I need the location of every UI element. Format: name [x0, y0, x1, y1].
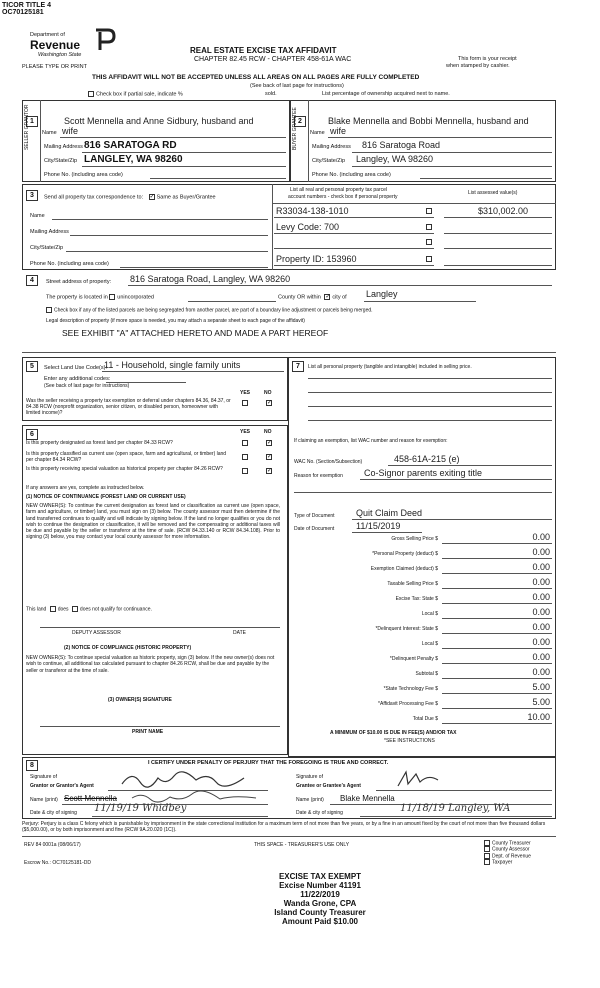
- exempt-stamp-line2: Excise Number 41191: [279, 881, 361, 890]
- copy-checkbox[interactable]: [484, 846, 490, 852]
- buyer-side-label: BUYER GRANTEE: [292, 107, 298, 150]
- s6-q3-no[interactable]: ✓: [267, 468, 273, 474]
- tax-correspondence-row: [44, 194, 216, 200]
- s6-if-yes: If any answers are yes, complete as instructed below.: [26, 485, 145, 491]
- calc-label: Taxable Selling Price $: [387, 581, 438, 587]
- calc-label: *Personal Property (deduct) $: [372, 551, 438, 557]
- calc-label: Total Due $: [412, 716, 438, 722]
- personal-property-checkbox-4[interactable]: [426, 256, 432, 262]
- s5-no-header: NO: [264, 390, 272, 396]
- calc-label: Gross Selling Price $: [391, 536, 438, 542]
- seller-address-label: Mailing Address: [44, 144, 83, 150]
- s6-yes-header: YES: [240, 429, 251, 435]
- parcel-header-2: account numbers - check box if personal property: [288, 194, 398, 200]
- grantor-sig-label: Signature of: [30, 774, 57, 780]
- perjury-statement: Perjury: Perjury is a class C felony which is punishable by imprisonment in the state correctional institution for a maximum term of not more than five years, or by a fine in an amount fixed by the court of not more than five thousand dollars ($5,000.00), or by both imprisonment and fine (RCW 9A.20.020 (1C)).: [22, 821, 546, 833]
- exemption-reason[interactable]: Co-Signor parents exiting title: [364, 468, 483, 478]
- deputy-date-label: DATE: [233, 630, 246, 636]
- grantee-date-city[interactable]: 11/18/19 Langley, WA: [400, 803, 511, 814]
- grantee-agent-label: Grantee or Grantee's Agent: [296, 783, 361, 789]
- copy-item: [484, 846, 531, 852]
- parcel-header-1: List all real and personal property tax parcel: [290, 187, 387, 193]
- calc-value[interactable]: 0.00: [532, 622, 550, 632]
- s6-q3: Is this property receiving special valuation as historical property per chapter 84.26 RCW?: [26, 466, 223, 472]
- s6-no-header: NO: [264, 429, 272, 435]
- section-7-number: 7: [292, 361, 304, 372]
- ticor-stamp: [2, 2, 51, 16]
- doc-type-label: Type of Document: [294, 513, 335, 519]
- partial-sale-label: Check box if partial sale, indicate %: [96, 91, 183, 98]
- document-type[interactable]: Quit Claim Deed: [356, 508, 423, 518]
- calc-label: Subtotal $: [415, 671, 438, 677]
- same-as-buyer-checkbox[interactable]: ✓: [149, 194, 155, 200]
- partial-sale-row: [88, 91, 183, 97]
- doc-date-label: Date of Document: [294, 526, 335, 532]
- logo-state: Washington State: [38, 52, 82, 58]
- legal-description[interactable]: SEE EXHIBIT "A" ATTACHED HERETO AND MADE A PART HEREOF: [62, 328, 329, 338]
- grantor-name-label: Name (print): [30, 797, 58, 803]
- property-id[interactable]: Property ID: 153960: [276, 254, 357, 264]
- copy-label: County Assessor: [492, 846, 530, 853]
- does-label: does: [57, 606, 69, 613]
- land-use-code[interactable]: 11 - Household, single family units: [104, 360, 241, 370]
- receipt-note-1: This form is your receipt: [458, 56, 517, 62]
- property-street[interactable]: 816 Saratoga Road, Langley, WA 98260: [130, 274, 291, 284]
- exempt-stamp-line1: EXCISE TAX EXEMPT: [278, 872, 362, 881]
- seller-address[interactable]: 816 SARATOGA RD: [84, 140, 177, 151]
- street-label: Street address of property:: [46, 279, 112, 285]
- wac-number[interactable]: 458-61A-215 (e): [394, 454, 460, 464]
- s5-see-back: (See back of last page for instructions): [44, 383, 130, 389]
- calc-label: Local $: [421, 641, 438, 647]
- copy-distribution: [484, 840, 531, 865]
- seller-city[interactable]: LANGLEY, WA 98260: [84, 154, 183, 165]
- owner-signature-label: (3) OWNER(S) SIGNATURE: [108, 697, 172, 703]
- ownership-note: List percentage of ownership acquired next to name.: [322, 91, 450, 97]
- seller-side-label: SELLER GRANTOR: [24, 104, 30, 150]
- notice1-title: (1) NOTICE OF CONTINUANCE (FOREST LAND OR CURRENT USE): [26, 494, 186, 500]
- located-label: The property is located in: [46, 294, 108, 301]
- s6-q2-no[interactable]: ✓: [267, 454, 273, 460]
- rev-number: REV 84 0001a (08/06/17): [24, 842, 81, 848]
- calc-value[interactable]: 0.00: [532, 637, 550, 647]
- calc-value[interactable]: 5.00: [532, 682, 550, 692]
- located-row: [46, 294, 154, 300]
- s6-q2-yes[interactable]: [242, 454, 248, 460]
- copy-checkbox[interactable]: [484, 853, 490, 859]
- escrow-number: Escrow No.: OC70125181-DD: [24, 860, 91, 866]
- exemption-claim-label: If claiming an exemption, list WAC number and reason for exemption:: [294, 438, 448, 444]
- s6-q2: Is this property classified as current use (open space, farm and agricultural, or timber) land per chapter 84.34 RCW?: [26, 451, 227, 463]
- exempt-stamp-line3: 11/22/2019: [300, 890, 340, 899]
- notice2-body: NEW OWNER(S): To continue special valuation as historic property, sign (3) below. If the new owner(s) does not wish to continue, all additional tax calculated pursuant to chapter 84.26 RCW, shall be due and payable by the seller or transferor at the time of sale.: [26, 655, 275, 674]
- calc-label: *State Technology Fee $: [383, 686, 438, 692]
- segregated-checkbox[interactable]: [46, 307, 52, 313]
- exempt-stamp-line6: Amount Paid $10.00: [281, 917, 359, 926]
- section-4-number: 4: [26, 275, 38, 286]
- copy-label: Dept. of Revenue: [492, 852, 531, 859]
- calc-label: Excise Tax: State $: [395, 596, 438, 602]
- deputy-assessor-label: DEPUTY ASSESSOR: [72, 630, 121, 636]
- copy-label: County Treasurer: [492, 840, 531, 847]
- s6-q1: Is this property designated as forest land per chapter 84.33 RCW?: [26, 440, 173, 446]
- s6-q1-no[interactable]: ✓: [267, 440, 273, 446]
- s3-city-label: City/State/Zip: [30, 245, 64, 251]
- s3-phone-label: Phone No. (including area code): [30, 261, 109, 267]
- copy-checkbox[interactable]: [484, 840, 490, 846]
- form-chapter: CHAPTER 82.45 RCW - CHAPTER 458-61A WAC: [194, 56, 352, 63]
- buyer-city-label: City/State/Zip: [312, 158, 346, 164]
- exempt-stamp-line5: Island County Treasurer: [274, 908, 366, 917]
- levy-code[interactable]: Levy Code: 700: [276, 222, 340, 232]
- section-8-number: 8: [26, 760, 38, 771]
- notice2-title: (2) NOTICE OF COMPLIANCE (HISTORIC PROPERTY): [64, 645, 192, 651]
- send-correspondence-label: Send all property tax correspondence to:: [44, 194, 144, 201]
- dor-emblem-icon: [92, 26, 116, 52]
- s6-q1-yes[interactable]: [242, 440, 248, 446]
- copy-label: Taxpayer: [492, 859, 513, 866]
- minimum-due-note: A MINIMUM OF $10.00 IS DUE IN FEE(S) AND/OR TAX: [330, 730, 457, 736]
- property-city[interactable]: Langley: [366, 289, 398, 299]
- calc-label: *Affidavit Processing Fee $: [378, 701, 438, 707]
- parcel-number[interactable]: R33034-138-1010: [276, 206, 349, 216]
- wac-label: WAC No. (Section/Subsection): [294, 459, 363, 465]
- calc-value[interactable]: 0.00: [532, 532, 550, 542]
- calc-value[interactable]: 0.00: [532, 547, 550, 557]
- does-not-label: does not qualify for continuance.: [79, 606, 152, 613]
- legal-description-label: Legal description of property (if more space is needed, you may attach a separate sheet to each page of the affidavit): [46, 318, 305, 324]
- calc-label: Local $: [421, 611, 438, 617]
- print-name-label: PRINT NAME: [132, 729, 164, 735]
- seller-city-label: City/State/Zip: [44, 158, 78, 164]
- additional-codes-label: Enter any additional codes:: [44, 376, 111, 382]
- type-or-print: PLEASE TYPE OR PRINT: [22, 64, 88, 70]
- section-6-box: [22, 425, 288, 755]
- grantee-sig-label: Signature of: [296, 774, 323, 780]
- grantor-agent-label: Grantor or Grantor's Agent: [30, 783, 94, 789]
- certify-statement: I CERTIFY UNDER PENALTY OF PERJURY THAT THE FOREGOING IS TRUE AND CORRECT.: [148, 760, 389, 766]
- does-checkbox[interactable]: [50, 606, 56, 612]
- partial-sale-checkbox[interactable]: [88, 91, 94, 97]
- document-date[interactable]: 11/15/2019: [356, 521, 401, 531]
- grantor-printed-name[interactable]: Scott Mennella: [64, 794, 117, 803]
- section-2-number: 2: [294, 116, 306, 127]
- stamp-line2: OC70125181: [2, 9, 44, 16]
- same-as-buyer-label: Same as Buyer/Grantee: [156, 194, 216, 201]
- calc-value[interactable]: 0.00: [532, 652, 550, 662]
- section-1-number: 1: [26, 116, 38, 127]
- calc-label: *Delinquent Penalty $: [389, 656, 438, 662]
- grantor-signature: [118, 768, 258, 790]
- grantor-date-city[interactable]: 11/19/19 Whidbey: [94, 803, 187, 814]
- calc-value[interactable]: 0.00: [532, 667, 550, 677]
- personal-property-checkbox-2[interactable]: [426, 224, 432, 230]
- reason-label: Reason for exemption: [294, 473, 343, 479]
- s5-exemption-question: Was the seller receiving a property tax exemption or deferral under chapters 84.36, 84.37, or 84.38 RCW (nonprofit organization, senior citizen, or disabled person, homeowner with limited income)?: [26, 398, 231, 416]
- county-city-row: [278, 294, 347, 300]
- grantee-date-label: Date & city of signing: [296, 810, 343, 816]
- section-3-number: 3: [26, 190, 38, 201]
- buyer-phone-label: Phone No. (including area code): [312, 172, 391, 178]
- calc-value[interactable]: 0.00: [532, 577, 550, 587]
- qualify-row: [26, 606, 152, 612]
- warning-banner: THIS AFFIDAVIT WILL NOT BE ACCEPTED UNLESS ALL AREAS ON ALL PAGES ARE FULLY COMPLETED: [92, 74, 420, 81]
- s5-yes-checkbox[interactable]: [242, 400, 248, 406]
- unincorporated-checkbox[interactable]: [109, 294, 115, 300]
- stamp-line1: TICOR TITLE 4: [2, 2, 51, 9]
- section-6-number: 6: [26, 429, 38, 440]
- seller-name-label: Name: [42, 130, 57, 136]
- does-not-checkbox[interactable]: [72, 606, 78, 612]
- segregated-label: Check box if any of the listed parcels are being segregated from another parcel, are part of a boundary line adjustment or parcels being merged.: [54, 307, 373, 314]
- form-title: REAL ESTATE EXCISE TAX AFFIDAVIT: [190, 46, 337, 55]
- this-land-label: This land: [26, 606, 47, 613]
- buyer-address-label: Mailing Address: [312, 144, 351, 150]
- receipt-note-2: when stamped by cashier.: [446, 63, 510, 69]
- excise-exempt-stamp: [270, 872, 370, 926]
- assessed-value[interactable]: $310,002.00: [478, 206, 529, 216]
- unincorporated-label: unincorporated: [117, 294, 154, 301]
- calc-value[interactable]: 5.00: [532, 697, 550, 707]
- city-of-checkbox[interactable]: ✓: [325, 294, 331, 300]
- buyer-name-line2[interactable]: wife: [330, 126, 347, 136]
- s3-address-label: Mailing Address: [30, 229, 69, 235]
- buyer-name-line1[interactable]: Blake Mennella and Bobbi Mennella, husband and: [328, 116, 529, 126]
- see-instructions-note: *SEE INSTRUCTIONS: [384, 738, 435, 744]
- buyer-city[interactable]: Langley, WA 98260: [356, 154, 434, 164]
- s5-no-checkbox[interactable]: ✓: [267, 400, 273, 406]
- logo-dept: Department of: [30, 32, 65, 38]
- s6-q3-yes[interactable]: [242, 468, 248, 474]
- logo-revenue: Revenue: [30, 38, 81, 52]
- seller-phone-label: Phone No. (including area code): [44, 172, 123, 178]
- land-use-label: Select Land Use Code(s):: [44, 365, 107, 371]
- grantee-printed-name[interactable]: Blake Mennella: [340, 794, 395, 803]
- personal-property-label: List all personal property (tangible and intangible) included in selling price.: [308, 364, 472, 370]
- notice1-body: NEW OWNER(S): To continue the current designation as forest land or classification as current use (open space, farm and agriculture, or timber) land, you must sign on (3) below. The county assessor must then determine if the land transferred continues to qualify and will indicate by signing below. If the land no longer qualifies or you do not wish to continue the designation or classification, it will be removed and the compensating or additional taxes will be due and payable by the seller or transferor at the time of sale. (RCW 84.33.140 or RCW 84.34.108). Prior to signing (3) below, you may contact your local county assessor for more information.: [26, 503, 280, 541]
- instructions-note: (See back of last page for instructions): [250, 83, 344, 89]
- grantee-name-label: Name (print): [296, 797, 324, 803]
- s5-yes-header: YES: [240, 390, 251, 396]
- calc-value[interactable]: 0.00: [532, 592, 550, 602]
- buyer-address[interactable]: 816 Saratoga Road: [362, 140, 441, 150]
- seller-name-line1[interactable]: Scott Mennella and Anne Sidbury, husband and: [64, 116, 254, 126]
- calc-value[interactable]: 10.00: [527, 712, 550, 722]
- grantee-signature: [394, 768, 444, 790]
- s3-name-label: Name: [30, 213, 45, 219]
- buyer-name-label: Name: [310, 130, 325, 136]
- sold-label: sold.: [265, 91, 277, 97]
- city-of-label: city of: [332, 294, 347, 301]
- personal-property-checkbox-1[interactable]: [426, 208, 432, 214]
- treasurer-space-label: THIS SPACE - TREASURER'S USE ONLY: [254, 842, 350, 848]
- exempt-stamp-line4: Wanda Grone, CPA: [283, 899, 357, 908]
- grantor-date-label: Date & city of signing: [30, 810, 77, 816]
- seller-name-line2[interactable]: wife: [62, 126, 79, 136]
- county-or-label: County OR within: [278, 294, 321, 301]
- calc-value[interactable]: 0.00: [532, 562, 550, 572]
- section-5-number: 5: [26, 361, 38, 372]
- segregated-row: [46, 307, 373, 313]
- calc-value[interactable]: 0.00: [532, 607, 550, 617]
- copy-checkbox[interactable]: [484, 859, 490, 865]
- assessed-header: List assessed value(s): [468, 190, 518, 196]
- calc-label: *Delinquent Interest: State $: [375, 626, 438, 632]
- grantor-name-handwriting: [130, 790, 260, 804]
- personal-property-checkbox-3[interactable]: [426, 239, 432, 245]
- calc-label: Exemption Claimed (deduct) $: [370, 566, 438, 572]
- copy-item: [484, 859, 531, 865]
